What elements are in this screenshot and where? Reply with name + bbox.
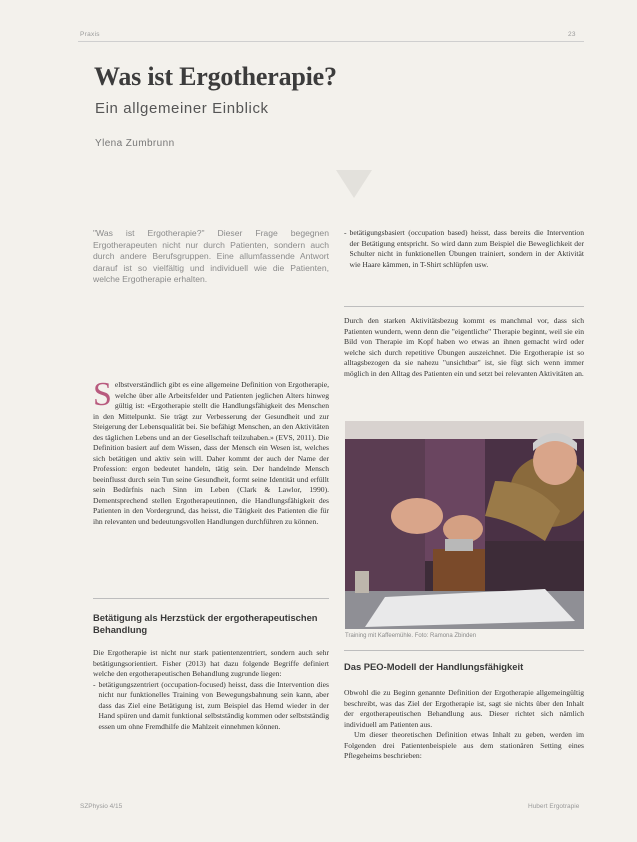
section-divider: [344, 306, 584, 307]
list-item: [93, 680, 329, 733]
footer-journal: SZPhysio 4/15: [80, 803, 123, 810]
footer-publisher: Hubert Ergotrapie: [528, 803, 580, 810]
article-title: Was ist Ergotherapie?: [94, 62, 337, 91]
bullet-text: betätigungszentriert (occupation-focused) heisst, dass die Intervention dies nicht nur funktionelles Training von Bewegungsbahnung sein kann, aber dass das Ziel eine Betätigung ist, zum Beispiel das Hemd wieder in der Hand spüren und damit funktional selbstständig kommen oder selbstständig essen um ohne Fremdhilfe die Mahlzeit einnehmen können.: [98, 679, 329, 731]
photo-coffee-grinder-training: [345, 421, 584, 629]
article-subtitle: Ein allgemeiner Einblick: [95, 100, 269, 117]
intro-paragraph: [93, 376, 329, 527]
section1-paragraph: Die Ergotherapie ist nicht nur stark patientenzentriert, sondern auch sehr betätigungsorientiert. Fisher (2013) hat dazu folgende Begriffe definiert welche den ergotherapeutischen Behandlung zugrunde liegen:: [93, 648, 329, 678]
section-label: Praxis: [80, 31, 100, 38]
para-activity: Durch den starken Aktivitätsbezug kommt es manchmal vor, dass sich Patienten wundern, wenn denn die "eigentliche" Therapie beginnt, weil sie ein Bild von Therapie im Kopf haben wo etwas an ihnen gemacht wird oder welche sich durch repetitive Übungen auszeichnet. Die Ergotherapie ist so alltagsbezogen da sie nahezu "unsichtbar" ist, sie fügt sich wenn immer möglich in den Alltag des Patienten ein und setzt bei relevanten Aktivitäten an.: [344, 316, 584, 378]
intro-text: elbstverständlich gibt es eine allgemeine Definition von Ergotherapie, welche über alle Arbeitsfelder und Patienten jeglichen Alters hinweg gültig ist: «Ergotherapie stellt die Handlungsfähigkeit des Menschen in den Mittelpunkt. Sie trägt zur Verbesserung der Gesundheit und zur Steigerung der Lebensqualität bei. Sie befähigt Menschen, an den Aktivitäten des täglichen Lebens und an der Gesellschaft teilzuhaben.» (EVS, 2011). Die Definition basiert auf dem Wissen, dass der Mensch ein Wesen ist, welches sich betätigen und aktiv sein will. Daher kommt der auch der Name der Profession: ergon bedeutet handeln, tätig sein. Der handelnde Mensch beeinflusst durch sein Tun seine Gesundheit, formt seine Identität und erfüllt sein Bedürfnis nach Sinn im Leben (Clark & Lawlor, 1990). Dementsprechend stellen Ergotherapeutinnen, die Handlungsfähigkeit des Patienten in den Vordergrund, das heisst, die Tätigkeit des Patienten die für ihn relevanten und bedeutungsvollen Handlungen durchführen zu können.: [93, 380, 329, 526]
decorative-triangle-icon: [336, 170, 372, 200]
author-name: Ylena Zumbrunn: [95, 138, 175, 149]
list-item: [344, 228, 584, 270]
section-heading-betaetigung: Betätigung als Herzstück der ergotherapeutischen Behandlung: [93, 612, 318, 635]
section-heading-peo: Das PEO-Modell der Handlungsfähigkeit: [344, 661, 524, 672]
page-number: 23: [568, 31, 576, 38]
section2-paragraph: Obwohl die zu Beginn genannte Definition der Ergotherapie allgemeingültig beschreibt, was das Ziel der Ergotherapie ist, sagt sie nichts über den Inhalt der ergotherapeutischen Behandlung aus. Dieser richtet sich nämlich individuell am Patienten aus.: [344, 688, 584, 729]
section-divider: [344, 650, 584, 651]
section2-body: [344, 688, 584, 762]
section2-paragraph: Um dieser theoretischen Definition etwas Inhalt zu geben, werden im Folgenden drei Patientenbeispiele aus dem stationären Setting eines Pflegeheims beschrieben:: [344, 730, 584, 760]
header-rule: [78, 41, 584, 42]
section1-body: [93, 648, 329, 732]
drop-cap: S: [93, 376, 112, 413]
lead-paragraph: "Was ist Ergotherapie?" Dieser Frage begegnen Ergotherapeuten nicht nur durch Patienten, sondern auch durch andere Berufsgruppen. Eine allumfassende Antwort darauf ist so vielfältig und individuell wie die Patienten, welche Ergotherapie erhalten.: [93, 228, 329, 285]
bullet-text: betätigungsbasiert (occupation based) heisst, dass bereits die Intervention der Betätigung entspricht. So wird dann zum Beispiel die Beweglichkeit der Schulter nicht in funktionellen Übungen trainiert, sondern in der Aktivität wie Haare kämmen, in T-Shirt schlüpfen usw.: [349, 228, 584, 269]
bullet-dash-icon: -: [344, 228, 347, 237]
bullet-dash-icon: -: [93, 679, 96, 689]
right-top-body: [344, 228, 584, 270]
section-divider: [93, 598, 329, 599]
photo-caption: Training mit Kaffeemühle. Foto: Ramona Zbinden: [345, 633, 477, 639]
